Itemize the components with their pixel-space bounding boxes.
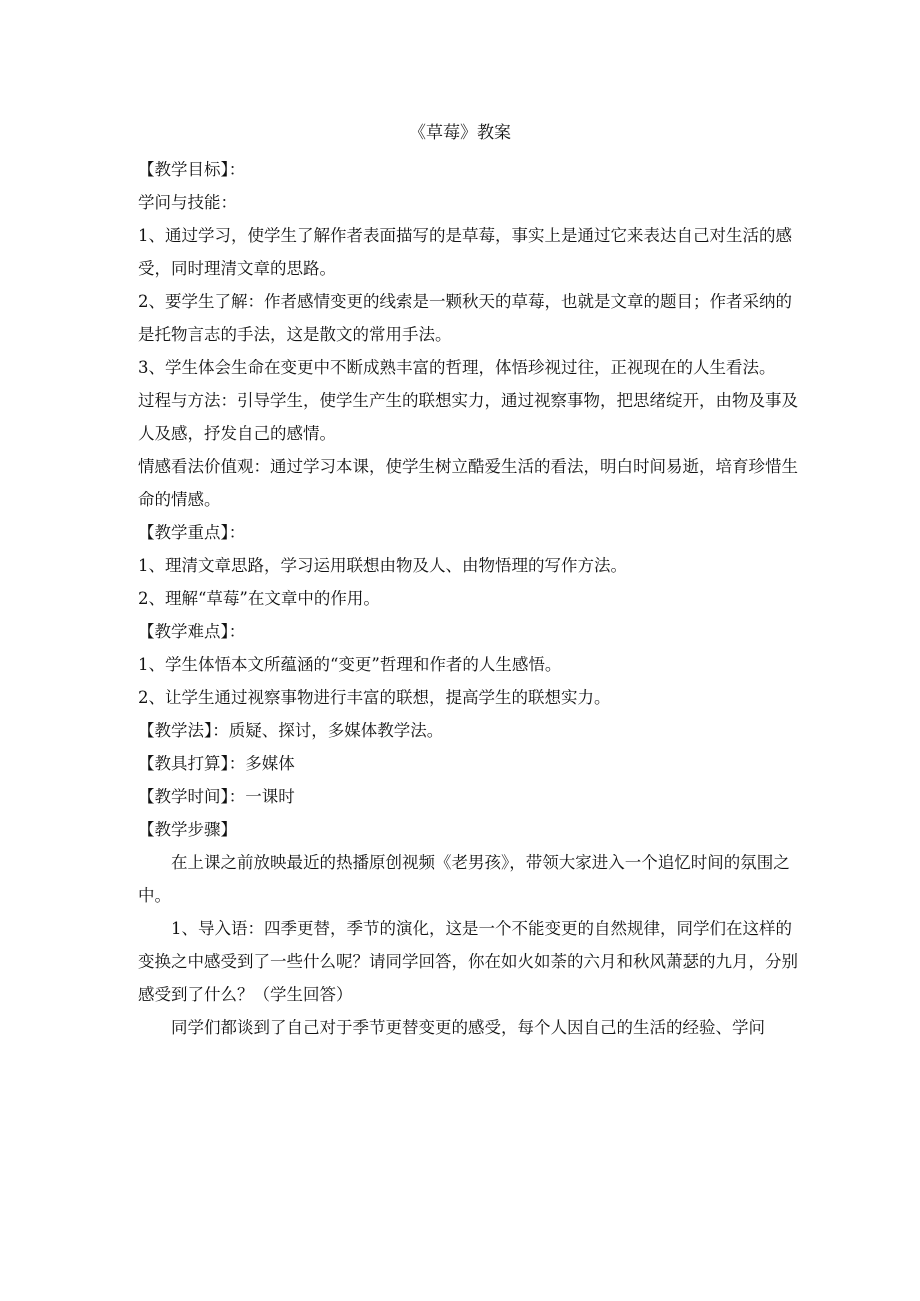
paragraph: 1、学生体悟本文所蕴涵的“变更”哲理和作者的人生感悟。 [138, 655, 562, 674]
paragraph: 在上课之前放映最近的热播原创视频《老男孩》，带领大家进入一个追忆时间的氛围之中。 [138, 853, 790, 905]
paragraph: 【教学步骤】 [138, 820, 237, 839]
paragraph: 【教具打算】：多媒体 [138, 754, 295, 773]
document-body [138, 153, 798, 1044]
paragraph: 2、理解“草莓”在文章中的作用。 [138, 589, 380, 608]
paragraph: 同学们都谈到了自己对于季节更替变更的感受，每个人因自己的生活的经验、学问 [171, 1018, 765, 1037]
paragraph: 1、理清文章思路，学习运用联想由物及人、由物悟理的写作方法。 [138, 556, 627, 575]
paragraph: 情感看法价值观：通过学习本课，使学生树立酷爱生活的看法，明白时间易逝，培育珍惜生命的情感。 [138, 457, 798, 509]
paragraph: 1、通过学习，使学生了解作者表面描写的是草莓，事实上是通过它来表达自己对生活的感受，同时理清文章的思路。 [138, 226, 792, 278]
paragraph: 过程与方法：引导学生，使学生产生的联想实力，通过视察事物，把思绪绽开，由物及事及人及感，抒发自己的感情。 [138, 391, 798, 443]
paragraph: 【教学法】：质疑、探讨，多媒体教学法。 [138, 721, 444, 740]
paragraph: 学问与技能： [138, 193, 237, 212]
paragraph: 1、导入语：四季更替，季节的演化，这是一个不能变更的自然规律，同学们在这样的变换之中感受到了一些什么呢？请同学回答，你在如火如荼的六月和秋风萧瑟的九月，分别感受到了什么？（学生回答） [138, 919, 798, 1004]
paragraph: 2、要学生了解：作者感情变更的线索是一颗秋天的草莓，也就是文章的题目；作者采纳的是托物言志的手法，这是散文的常用手法。 [138, 292, 792, 344]
paragraph: 【教学重点】： [138, 523, 246, 542]
paragraph: 【教学目标】： [138, 160, 246, 179]
paragraph: 3、学生体会生命在变更中不断成熟丰富的哲理，体悟珍视过往，正视现在的人生看法。 [138, 358, 776, 377]
paragraph: 2、让学生通过视察事物进行丰富的联想，提高学生的联想实力。 [138, 688, 611, 707]
document-title: 《草莓》教案 [409, 123, 511, 143]
paragraph: 【教学时间】：一课时 [138, 787, 295, 806]
paragraph: 【教学难点】： [138, 622, 246, 641]
